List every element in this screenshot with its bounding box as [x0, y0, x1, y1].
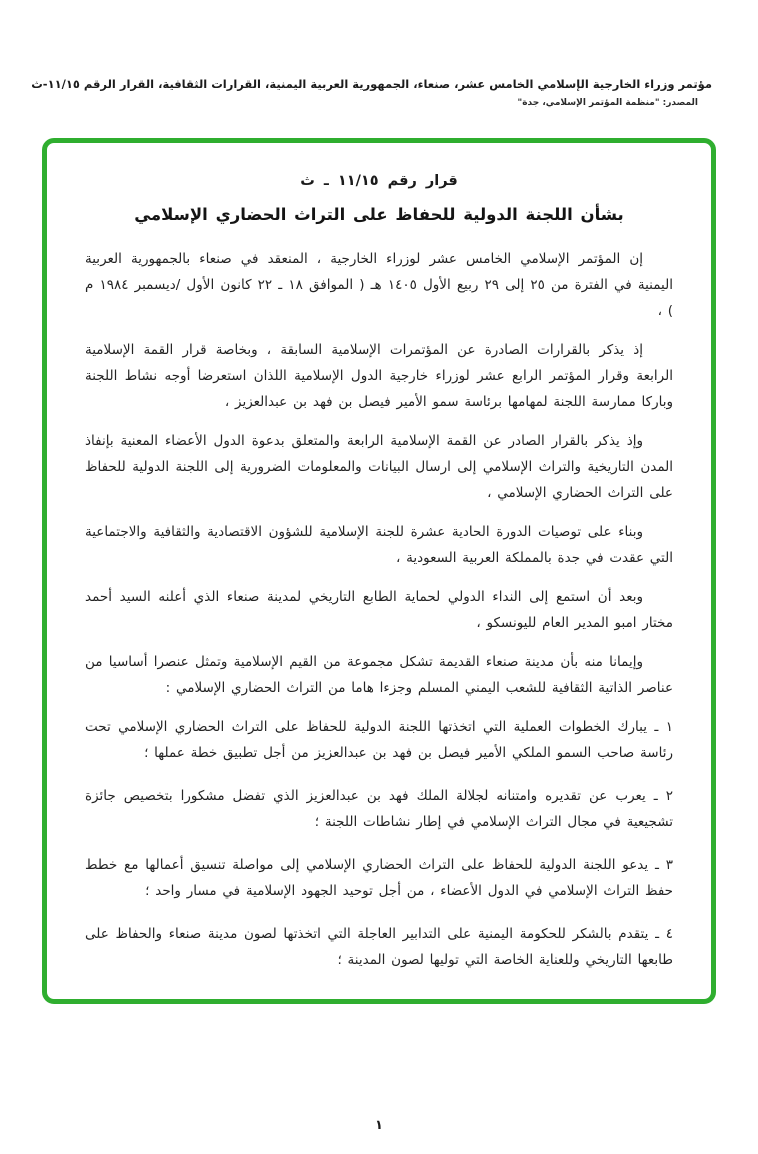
resolution-body: [85, 246, 673, 973]
page-footer: [0, 1114, 758, 1133]
preamble-paragraph: وإيمانا منه بأن مدينة صنعاء القديمة تشكل مجموعة من القيم الإسلامية وتمثل عنصرا أساسيا من عناصر الذاتية الثقافية للشعب اليمني المسلم وجزءا هاما من التراث الحضاري الإسلامي :: [85, 654, 673, 696]
preamble-paragraph: وبعد أن استمع إلى النداء الدولي لحماية الطابع التاريخي لمدينة صنعاء الذي أعلنه السيد أحمد مختار امبو المدير العام لليونسكو ،: [85, 589, 673, 631]
document-header: [31, 76, 712, 108]
operative-item: ٤ ـ يتقدم بالشكر للحكومة اليمنية على التدابير العاجلة التي اتخذتها لصون مدينة صنعاء والحفاظ على طابعها التاريخي وللعناية الخاصة التي توليها لصون المدينة ؛: [85, 926, 673, 968]
operative-item: ١ ـ يبارك الخطوات العملية التي اتخذتها اللجنة الدولية للحفاظ على التراث الحضاري الإسلامي تحت رئاسة صاحب السمو الملكي الأمير فيصل بن فهد بن عبدالعزيز من أجل تطبيق خطة عملها ؛: [85, 719, 673, 761]
resolution-subject: بشأن اللجنة الدولية للحفاظ على التراث الحضاري الإسلامي: [134, 205, 624, 224]
preamble-paragraph: إن المؤتمر الإسلامي الخامس عشر لوزراء الخارجية ، المنعقد في صنعاء بالجمهورية العربية اليمنية في الفترة من ٢٥ إلى ٢٩ ربيع الأول ١٤٠٥ هـ ( الموافق ١٨ ـ ٢٢ كانون الأول /ديسمبر ١٩٨٤ م ) ،: [85, 251, 673, 319]
operative-item: ٣ ـ يدعو اللجنة الدولية للحفاظ على التراث الحضاري الإسلامي إلى مواصلة تنسيق أعمالها مع خطط حفظ التراث الإسلامي في الدول الأعضاء ، من أجل توحيد الجهود الإسلامية في مسار واحد ؛: [85, 857, 673, 899]
preamble-paragraph: وبناء على توصيات الدورة الحادية عشرة للجنة الإسلامية للشؤون الاقتصادية والثقافية والاجتماعية التي عقدت في جدة بالمملكة العربية السعودية ،: [85, 524, 673, 566]
preamble-paragraph: وإذ يذكر بالقرار الصادر عن القمة الإسلامية الرابعة والمتعلق بدعوة الدول الأعضاء المعنية بإنفاذ المدن التاريخية والتراث الإسلامي إلى ارسال البيانات والمعلومات الضرورية إلى اللجنة الدولية للحفاظ على التراث الحضاري الإسلامي ،: [85, 433, 673, 501]
preamble-paragraph: إذ يذكر بالقرارات الصادرة عن المؤتمرات الإسلامية السابقة ، وبخاصة قرار القمة الإسلامية الرابعة وقرار المؤتمر الرابع عشر لوزراء خارجية الدول الإسلامية اللذان استعرضا أوجه نشاط اللجنة وباركا ممارسة اللجنة لمهامها برئاسة سمو الأمير فيصل بن فهد بن عبدالعزيز ،: [85, 342, 673, 410]
operative-item: ٢ ـ يعرب عن تقديره وامتنانه لجلالة الملك فهد بن عبدالعزيز الذي تفضل مشكورا بتخصيص جائزة تشجيعية في مجال التراث الإسلامي في إطار نشاطات اللجنة ؛: [85, 788, 673, 830]
page-number: ١: [375, 1118, 383, 1133]
header-title: مؤتمر وزراء الخارجية الإسلامي الخامس عشر، صنعاء، الجمهورية العربية اليمنية، القرارات الثقافية، القرار الرقم ١١/١٥-ث: [31, 77, 712, 91]
resolution-number: قرار رقم ١١/١٥ ـ ث: [300, 173, 458, 189]
header-source: المصدر: "منظمة المؤتمر الإسلامي، جدة": [517, 98, 698, 108]
resolution-frame: [42, 138, 716, 1004]
